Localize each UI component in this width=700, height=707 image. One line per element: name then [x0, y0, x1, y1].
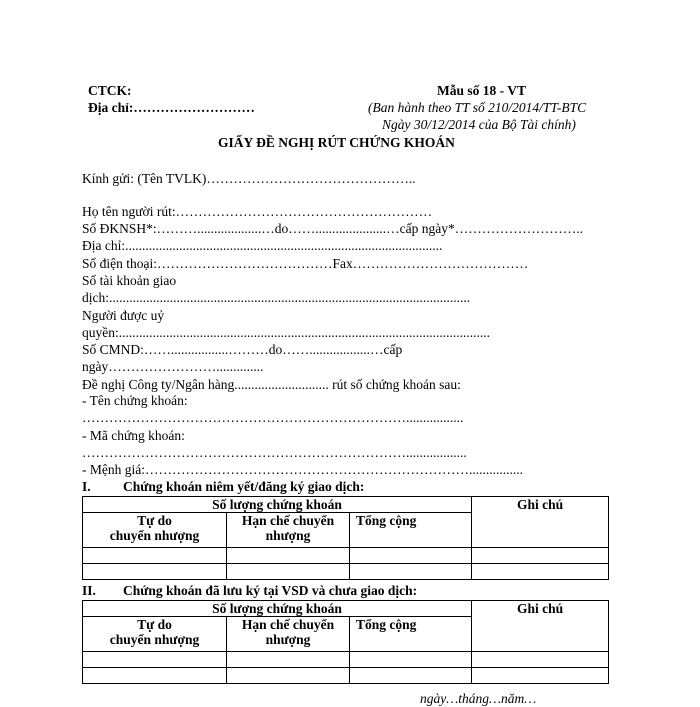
trading-account-field: dịch:........................................................................................................... [82, 290, 471, 305]
table-cell[interactable] [472, 668, 609, 684]
table-row [83, 564, 609, 580]
authorized-person-field: quyền:.............................................................................................................. [82, 325, 490, 340]
restricted-transfer-header [227, 513, 350, 548]
form-number: Mẫu số 18 - VT [437, 83, 527, 98]
address-label: Địa chỉ:……………………… [88, 100, 255, 115]
table-cell[interactable] [350, 564, 472, 580]
restricted-transfer-header [227, 617, 350, 652]
table-cell[interactable] [350, 652, 472, 668]
address-field: Địa chỉ:.............................................................................................. [82, 238, 443, 253]
section-2-title: Chứng khoán đã lưu ký tại VSD và chưa giao dịch: [123, 583, 418, 598]
free-transfer-header-text: Tự do chuyển nhượng [109, 617, 200, 647]
free-transfer-header [83, 617, 227, 652]
issued-date-line: Ngày 30/12/2014 của Bộ Tài chính) [382, 117, 576, 132]
table-cell[interactable] [227, 548, 350, 564]
recipient-line: Kính gửi: (Tên TVLK)……………………………………….. [82, 171, 416, 186]
total-header: Tổng cộng [350, 617, 472, 652]
security-name-line: ………………………………………………………………................. [82, 410, 464, 425]
trading-account-label: Số tài khoản giao [82, 273, 177, 288]
par-value-field: - Mệnh giá:………………………………………………………………................ [82, 462, 523, 477]
table-cell[interactable] [472, 548, 609, 564]
security-code-label: - Mã chứng khoán: [82, 428, 185, 443]
section-1-title: Chứng khoán niêm yết/đăng ký giao dịch: [123, 479, 365, 494]
issued-by-line: (Ban hành theo TT số 210/2014/TT-BTC [368, 100, 587, 115]
section-2-table [82, 600, 609, 684]
table-cell[interactable] [227, 668, 350, 684]
table-row [83, 548, 609, 564]
table-cell[interactable] [350, 668, 472, 684]
quantity-group-header: Số lượng chứng khoán [83, 601, 472, 617]
ctck-label: CTCK: [88, 83, 132, 98]
restricted-transfer-header-text: Hạn chế chuyển nhượng [241, 513, 335, 543]
signature-date: ngày…tháng…năm… [420, 691, 537, 706]
issue-date-field: ngày…………………….............. [82, 359, 264, 374]
phone-fax-field: Số điện thoại:…………………………………Fax………………………………… [82, 256, 529, 271]
security-name-label: - Tên chứng khoán: [82, 393, 188, 408]
authorized-person-label: Người được uỷ [82, 308, 165, 323]
note-header: Ghi chú [472, 601, 609, 652]
note-header: Ghi chú [472, 497, 609, 548]
free-transfer-header-text: Tự do chuyển nhượng [109, 513, 200, 543]
security-code-line: ……………………………………………………………….................. [82, 445, 467, 460]
total-header: Tổng cộng [350, 513, 472, 548]
page-title: GIẤY ĐỀ NGHỊ RÚT CHỨNG KHOÁN [218, 135, 455, 150]
withdrawer-name-field: Họ tên người rút:………………………………………………… [82, 204, 433, 219]
registration-number-field: Số ĐKNSH*:………...................…do…….....................…cấp ngày*……………………….. [82, 221, 583, 236]
table-cell[interactable] [83, 548, 227, 564]
free-transfer-header [83, 513, 227, 548]
quantity-group-header: Số lượng chứng khoán [83, 497, 472, 513]
request-line: Đề nghị Công ty/Ngân hàng............................ rút số chứng khoán sau: [82, 377, 461, 392]
table-cell[interactable] [472, 564, 609, 580]
table-cell[interactable] [472, 652, 609, 668]
section-1-table [82, 496, 609, 580]
table-cell[interactable] [83, 652, 227, 668]
table-cell[interactable] [83, 668, 227, 684]
id-card-field: Số CMND:…….................………do……..................…cấp [82, 342, 403, 357]
table-row [83, 652, 609, 668]
table-cell[interactable] [227, 652, 350, 668]
table-cell[interactable] [227, 564, 350, 580]
table-cell[interactable] [350, 548, 472, 564]
table-cell[interactable] [83, 564, 227, 580]
section-1-number: I. [82, 479, 91, 494]
restricted-transfer-header-text: Hạn chế chuyển nhượng [241, 617, 335, 647]
section-2-number: II. [82, 583, 96, 598]
table-row [83, 668, 609, 684]
